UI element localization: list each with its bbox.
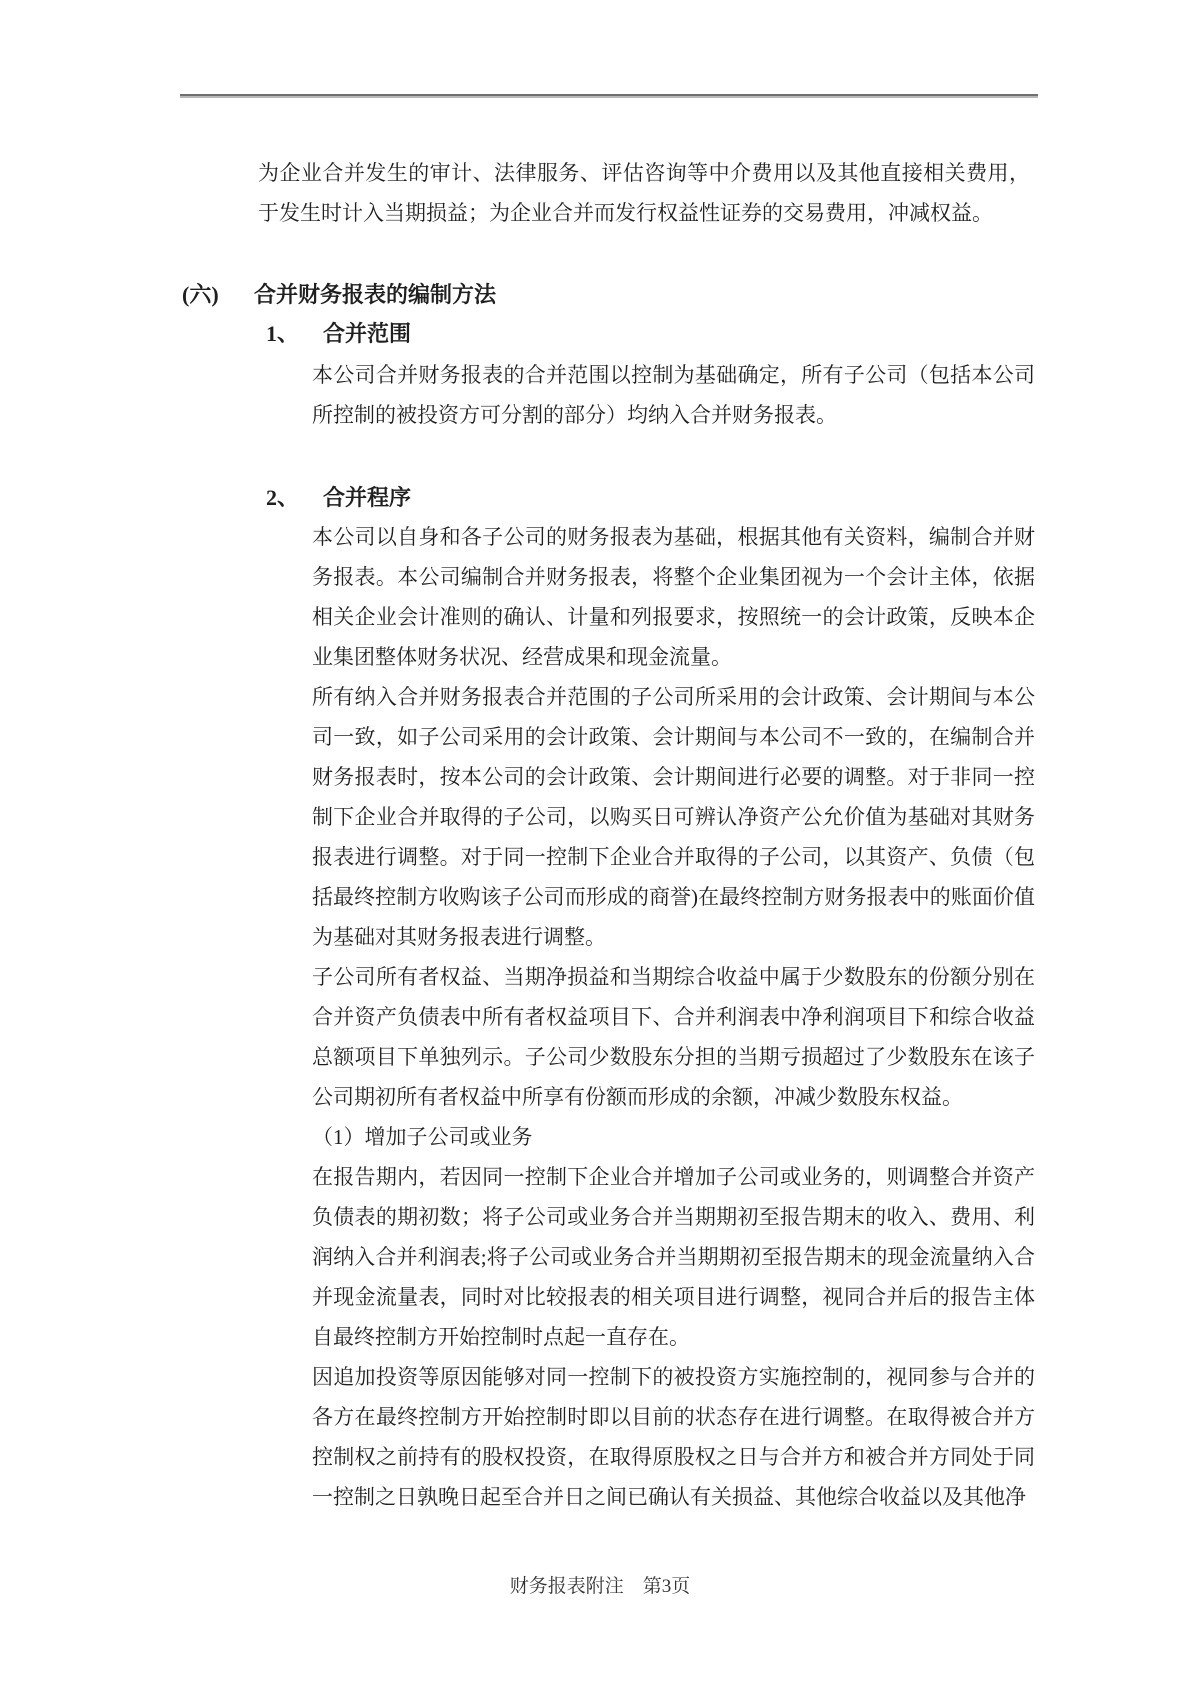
paragraph: 所有纳入合并财务报表合并范围的子公司所采用的会计政策、会计期间与本公司一致，如子公司采用的会计政策、会计期间与本公司不一致的，在编制合并财务报表时，按本公司的会计政策、会计期间进行必要的调整。对于非同一控制下企业合并取得的子公司，以购买日可辨认净资产公允价值为基础对其财务报表进行调整。对于同一控制下企业合并取得的子公司，以其资产、负债（包括最终控制方收购该子公司而形成的商誉)在最终控制方财务报表中的账面价值为基础对其财务报表进行调整。 — [312, 685, 1035, 949]
header-rule — [180, 94, 1038, 98]
subsection-1-number: 1、 — [266, 321, 300, 346]
paragraph: 在报告期内，若因同一控制下企业合并增加子公司或业务的，则调整合并资产负债表的期初数；将子公司或业务合并当期期初至报告期末的收入、费用、利润纳入合并利润表;将子公司或业务合并当期期初至报告期末的现金流量纳入合并现金流量表，同时对比较报表的相关项目进行调整，视同合并后的报告主体自最终控制方开始控制时点起一直存在。 — [312, 1165, 1035, 1349]
paragraph: 因追加投资等原因能够对同一控制下的被投资方实施控制的，视同参与合并的各方在最终控制方开始控制时即以目前的状态存在进行调整。在取得被合并方控制权之前持有的股权投资，在取得原股权之日与合并方和被合并方同处于同一控制之日孰晚日起至合并日之间已确认有关损益、其他综合收益以及其他净 — [312, 1365, 1035, 1509]
section-title: 合并财务报表的编制方法 — [254, 282, 497, 307]
section-number: (六) — [182, 282, 219, 307]
subsection-2-heading — [266, 478, 411, 518]
subsection-2-body — [312, 517, 1035, 1517]
subsection-1-heading — [266, 314, 411, 354]
paragraph: 本公司以自身和各子公司的财务报表为基础，根据其他有关资料，编制合并财务报表。本公司编制合并财务报表，将整个企业集团视为一个会计主体，依据相关企业会计准则的确认、计量和列报要求，按照统一的会计政策，反映本企业集团整体财务状况、经营成果和现金流量。 — [312, 525, 1035, 669]
paragraph: （1）增加子公司或业务 — [312, 1125, 533, 1149]
subsection-1-paragraph: 本公司合并财务报表的合并范围以控制为基础确定，所有子公司（包括本公司所控制的被投资方可分割的部分）均纳入合并财务报表。 — [312, 363, 1035, 427]
paragraph: 子公司所有者权益、当期净损益和当期综合收益中属于少数股东的份额分别在合并资产负债表中所有者权益项目下、合并利润表中净利润项目下和综合收益总额项目下单独列示。子公司少数股东分担的当期亏损超过了少数股东在该子公司期初所有者权益中所享有份额而形成的余额，冲减少数股东权益。 — [312, 965, 1035, 1109]
subsection-1-title: 合并范围 — [323, 321, 412, 346]
section-heading — [182, 275, 496, 315]
subsection-2-number: 2、 — [266, 485, 300, 510]
page-footer: 财务报表附注 第3页 — [509, 1576, 691, 1597]
subsection-2-title: 合并程序 — [323, 485, 412, 510]
intro-paragraph: 为企业合并发生的审计、法律服务、评估咨询等中介费用以及其他直接相关费用，于发生时计入当期损益；为企业合并而发行权益性证券的交易费用，冲减权益。 — [258, 161, 1030, 225]
